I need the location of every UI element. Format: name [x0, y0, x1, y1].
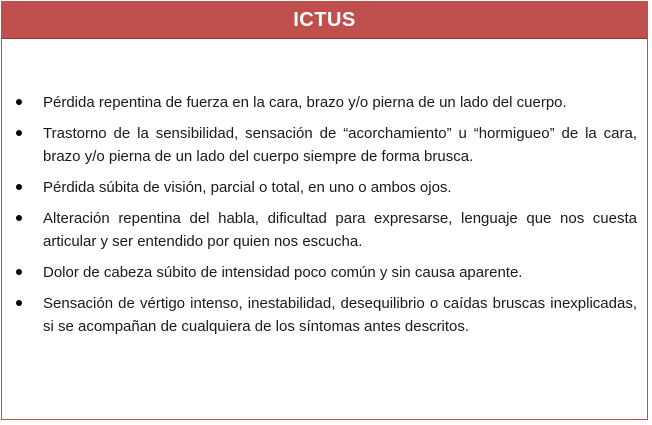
page-title: ICTUS — [293, 8, 356, 31]
list-item-text: Trastorno de la sensibilidad, sensación de “acorchamiento” u “hormigueo” de la cara, brazo y/o pierna de un lado del cuerpo siempre de forma brusca. — [43, 125, 637, 165]
list-item-text: Sensación de vértigo intenso, inestabilidad, desequilibrio o caídas bruscas inexplicadas, si se acompañan de cualquiera de los síntomas antes descritos. — [43, 295, 637, 335]
bullet-icon — [16, 184, 22, 190]
list-item — [2, 176, 647, 199]
bullet-icon — [16, 269, 22, 275]
list-item — [2, 207, 647, 253]
list-item — [2, 122, 647, 168]
list-item-text: Pérdida repentina de fuerza en la cara, brazo y/o pierna de un lado del cuerpo. — [43, 94, 567, 111]
list-item — [2, 91, 647, 114]
list-item-text: Alteración repentina del habla, dificultad para expresarse, lenguaje que nos cuesta articular y ser entendido por quien nos escucha. — [43, 210, 637, 250]
list-item — [2, 292, 647, 338]
list-item-text: Dolor de cabeza súbito de intensidad poco común y sin causa aparente. — [43, 264, 523, 281]
ictus-info-box — [1, 1, 648, 420]
bullet-icon — [16, 99, 22, 105]
bullet-icon — [16, 130, 22, 136]
bullet-icon — [16, 300, 22, 306]
list-item — [2, 261, 647, 284]
symptom-list — [2, 91, 647, 346]
list-item-text: Pérdida súbita de visión, parcial o total, en uno o ambos ojos. — [43, 179, 452, 196]
header-bar — [2, 2, 647, 39]
bullet-icon — [16, 215, 22, 221]
